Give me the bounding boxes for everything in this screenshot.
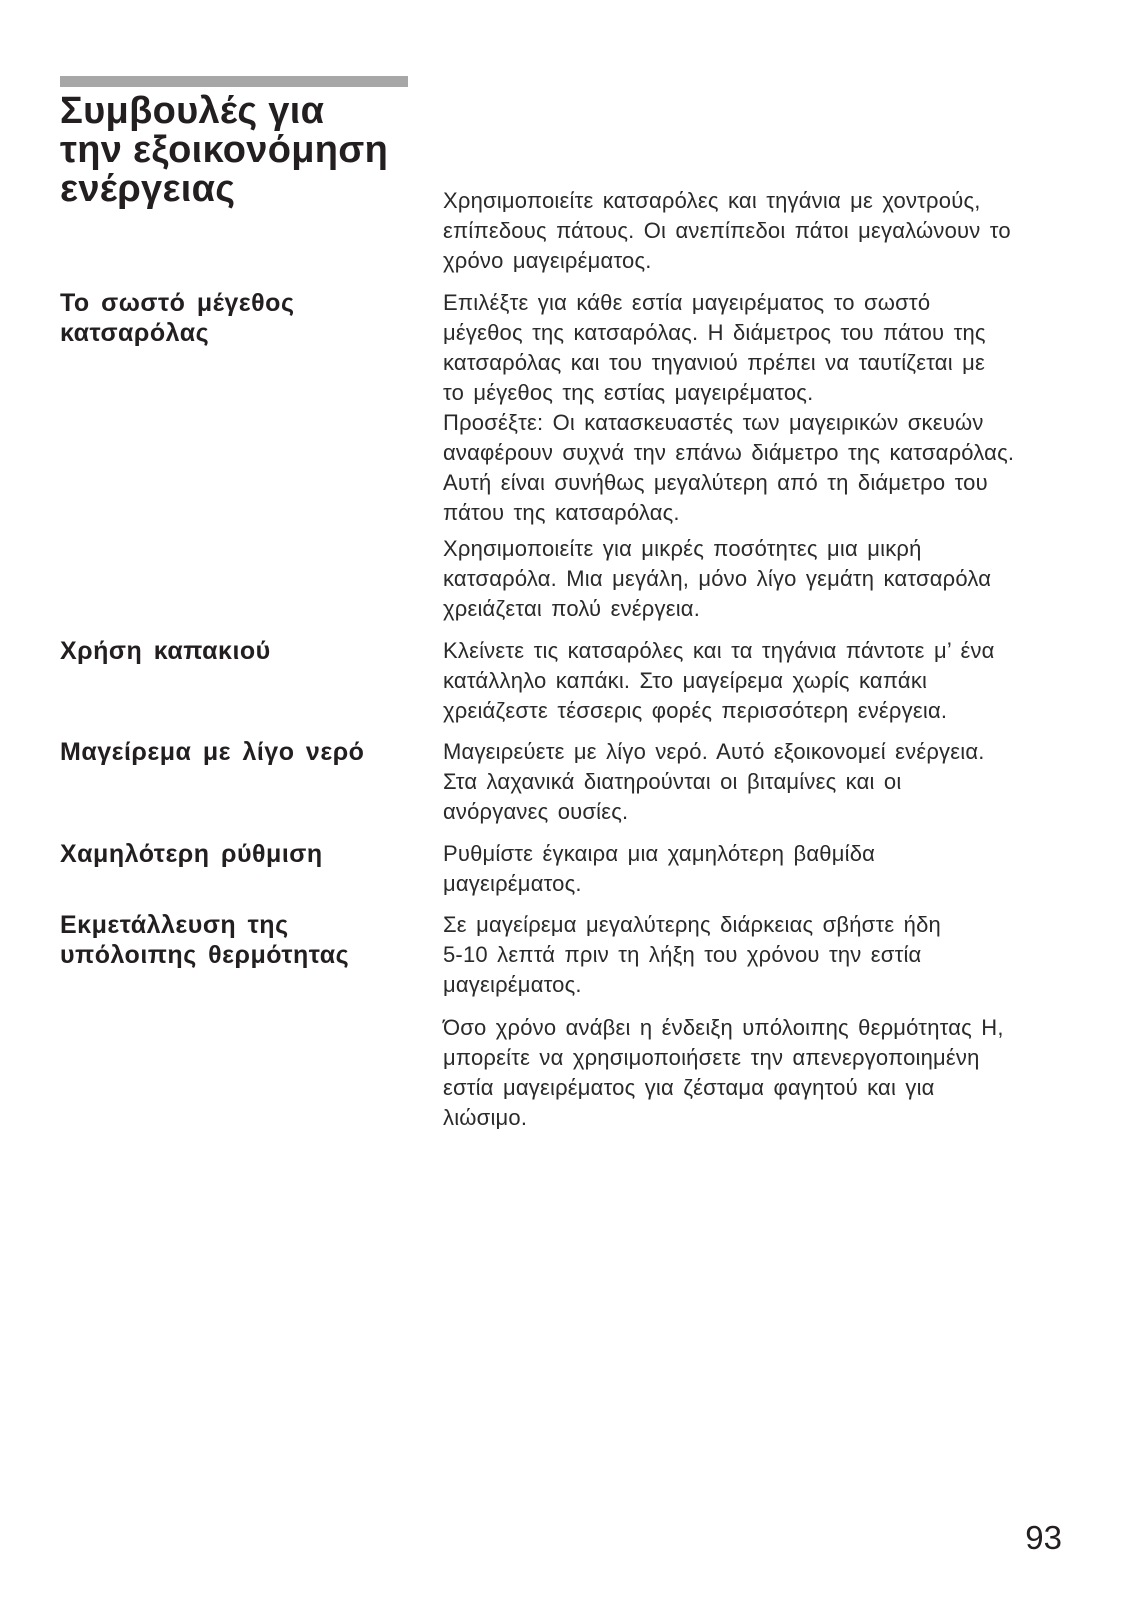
page-title: Συμβουλές για την εξοικονόμηση ενέργειας bbox=[60, 90, 389, 210]
paragraph-residual-heat-indicator: Όσο χρόνο ανάβει η ένδειξη υπόλοιπης θερμότητας Η, μπορείτε να χρησιμοποιήσετε την απενεργοποιημένη εστία μαγειρέματος για ζέσταμα φαγητού και για λιώσιμο. bbox=[443, 1015, 1004, 1130]
heading-lid-use: Χρήση καπακιού bbox=[60, 637, 271, 665]
heading-lower-setting: Χαμηλότερη ρύθμιση bbox=[60, 840, 323, 868]
paragraph-little-water: Μαγειρεύετε με λίγο νερό. Αυτό εξοικονομεί ενέργεια. Στα λαχανικά διατηρούνται οι βιταμίνες και οι ανόργανες ουσίες. bbox=[443, 739, 985, 824]
paragraph-small-quantities: Χρησιμοποιείτε για μικρές ποσότητες μια μικρή κατσαρόλα. Μια μεγάλη, μόνο λίγο γεμάτη κατσαρόλα χρειάζεται πολύ ενέργεια. bbox=[443, 536, 992, 621]
page-number: 93 bbox=[1025, 1519, 1062, 1556]
intro-paragraph: Χρησιμοποιείτε κατσαρόλες και τηγάνια με χοντρούς, επίπεδους πάτους. Οι ανεπίπεδοι πάτοι μεγαλώνουν το χρόνο μαγειρέματος. bbox=[443, 188, 1011, 273]
title-rule bbox=[60, 76, 408, 87]
paragraph-lower-setting: Ρυθμίστε έγκαιρα μια χαμηλότερη βαθμίδα μαγειρέματος. bbox=[443, 841, 876, 896]
heading-little-water: Μαγείρεμα με λίγο νερό bbox=[60, 738, 365, 766]
paragraph-switch-off-early: Σε μαγείρεμα μεγαλύτερης διάρκειας σβήστε ήδη 5-10 λεπτά πριν τη λήξη του χρόνου την εστία μαγειρέματος. bbox=[443, 912, 941, 997]
heading-residual-heat: Εκμετάλλευση της υπόλοιπης θερμότητας bbox=[60, 911, 350, 969]
heading-pot-size: Το σωστό μέγεθος κατσαρόλας bbox=[60, 289, 295, 347]
paragraph-pot-size: Επιλέξτε για κάθε εστία μαγειρέματος το σωστό μέγεθος της κατσαρόλας. Η διάμετρος του πάτου της κατσαρόλας και του τηγανιού πρέπει να ταυτίζεται με το μέγεθος της εστίας μαγειρέματος. Προσέξτε: Οι κατασκευαστές των μαγειρικών σκευών αναφέρουν συχνά την επάνω διάμετρο της κατσαρόλας. Αυτή είναι συνήθως μεγαλύτερη από τη διάμετρο του πάτου της κατσαρόλας. bbox=[443, 290, 1015, 525]
paragraph-lid-use: Κλείνετε τις κατσαρόλες και τα τηγάνια πάντοτε μ’ ένα κατάλληλο καπάκι. Στο μαγείρεμα χωρίς καπάκι χρειάζεστε τέσσερις φορές περισσότερη ενέργεια. bbox=[443, 638, 995, 723]
